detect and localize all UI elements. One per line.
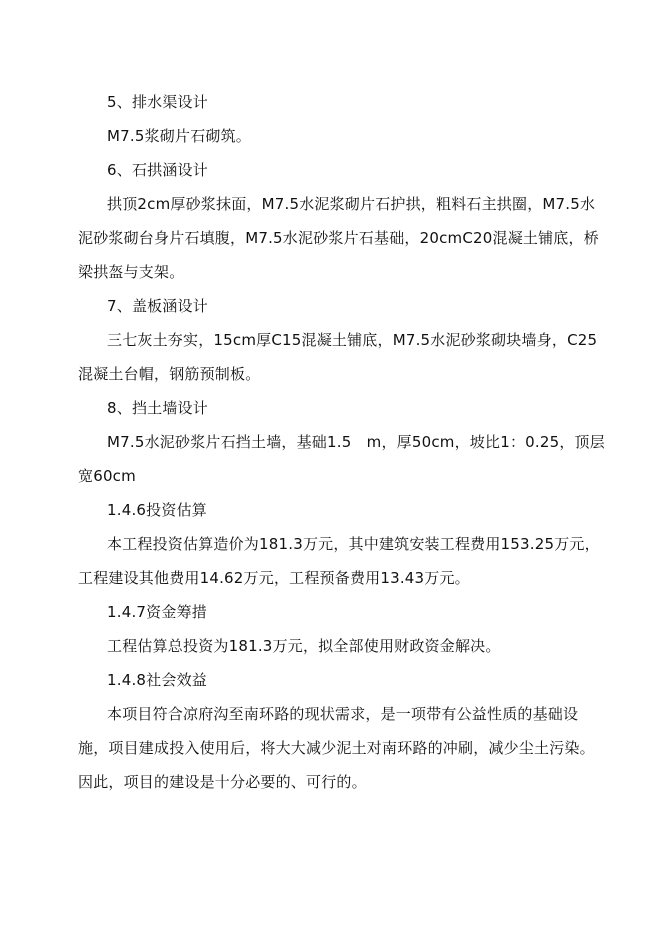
paragraph-investment-line-1: 本工程投资估算造价为181.3万元，其中建筑安装工程费用153.25万元， [107, 535, 600, 553]
paragraph-stone-arch-line-1: 拱顶2cm厚砂浆抹面，M7.5水泥浆砌片石护拱，粗料石主拱圈，M7.5水 [107, 195, 596, 213]
paragraph-drainage-channel: M7.5浆砌片石砌筑。 [107, 127, 251, 145]
paragraph-social-benefit-line-2: 施，项目建成投入使用后，将大大减少泥土对南环路的冲刷，减少尘土污染。 [78, 739, 595, 757]
paragraph-social-benefit-line-3: 因此，项目的建设是十分必要的、可行的。 [78, 773, 367, 791]
paragraph-slab-culvert-line-2: 混凝土台帽，钢筋预制板。 [78, 365, 261, 383]
heading-investment-estimate: 1.4.6投资估算 [107, 501, 207, 519]
paragraph-investment-line-2: 工程建设其他费用14.62万元，工程预备费用13.43万元。 [78, 569, 470, 587]
heading-drainage-channel-design: 5、排水渠设计 [107, 93, 208, 111]
paragraph-stone-arch-line-3: 梁拱盔与支架。 [78, 263, 185, 281]
paragraph-social-benefit-line-1: 本项目符合凉府沟至南环路的现状需求，是一项带有公益性质的基础设 [107, 705, 579, 723]
paragraph-retaining-wall-line-1: M7.5水泥砂浆片石挡土墙，基础1.5 m，厚50cm，坡比1：0.25，顶层 [107, 433, 605, 451]
heading-retaining-wall: 8、挡土墙设计 [107, 399, 208, 417]
paragraph-stone-arch-line-2: 泥砂浆砌台身片石填腹，M7.5水泥砂浆片石基础，20cmC20混凝土铺底，桥 [78, 229, 599, 247]
heading-slab-culvert: 7、盖板涵设计 [107, 297, 208, 315]
heading-social-benefit: 1.4.8社会效益 [107, 671, 207, 689]
paragraph-slab-culvert-line-1: 三七灰土夯实，15cm厚C15混凝土铺底，M7.5水泥砂浆砌块墙身，C25 [107, 331, 598, 349]
heading-funding: 1.4.7资金筹措 [107, 603, 207, 621]
heading-stone-arch-culvert: 6、石拱涵设计 [107, 161, 208, 179]
paragraph-retaining-wall-line-2: 宽60cm [78, 467, 136, 485]
paragraph-funding: 工程估算总投资为181.3万元，拟全部使用财政资金解决。 [107, 637, 501, 655]
